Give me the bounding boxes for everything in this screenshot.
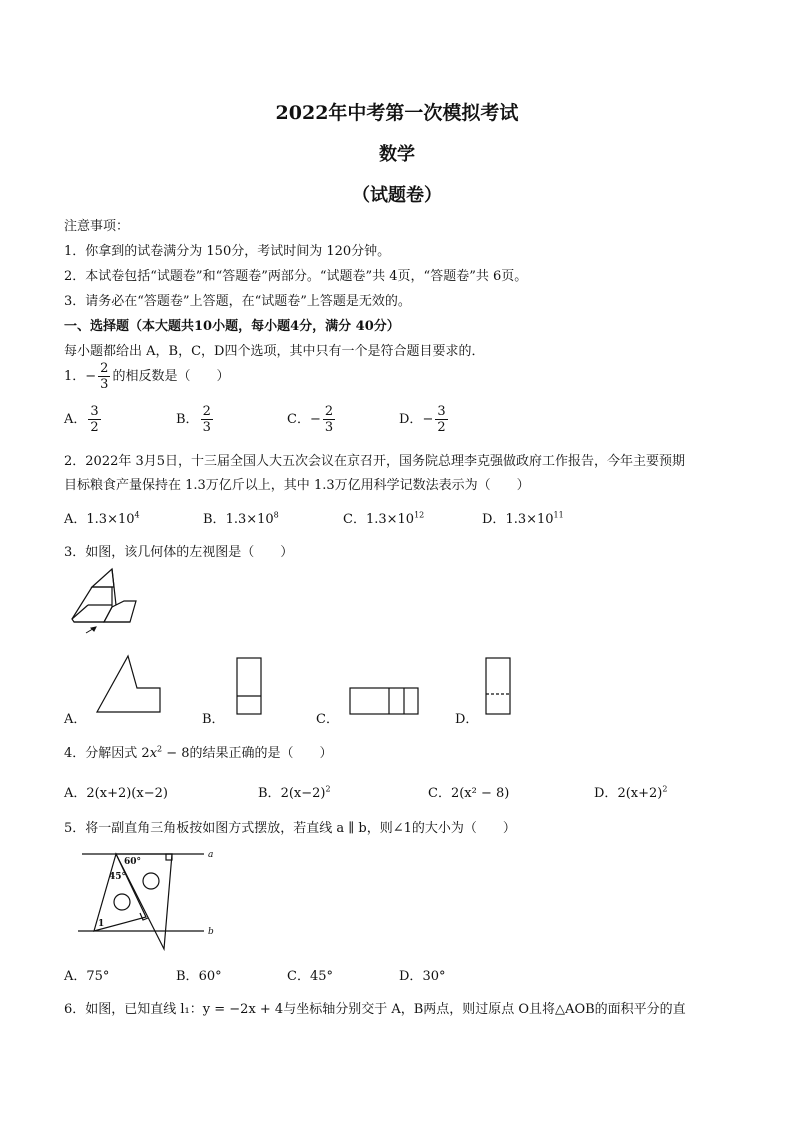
q1-frac-num: 2	[100, 361, 109, 376]
q4-option-c[interactable]	[428, 782, 509, 801]
label-45: 45°	[109, 872, 127, 882]
q5-option-a[interactable]	[64, 965, 109, 984]
option-base: 1.3×10	[225, 512, 274, 527]
option-label: D．	[482, 512, 506, 527]
q3-option-d-figure[interactable]	[484, 656, 514, 716]
exam-title: 2022年中考第一次模拟考试	[275, 102, 519, 124]
option-exp: 4	[134, 510, 140, 520]
q4-text	[64, 742, 333, 761]
option-exp: 2	[662, 784, 668, 794]
option-value: 30°	[422, 969, 446, 984]
option-value: 45°	[309, 969, 333, 984]
notes-heading: 注意事项：	[64, 219, 130, 234]
q5-option-b[interactable]	[176, 965, 222, 984]
q5-option-d[interactable]	[399, 965, 445, 984]
q5-text: 5．将一副直角三角板按如图方式摆放，若直线 a ∥ b，则∠1的大小为（ ）	[64, 821, 516, 836]
q4-option-b[interactable]	[258, 782, 331, 801]
option-den: 3	[324, 420, 334, 435]
option-den: 3	[202, 420, 211, 435]
option-value: 60°	[198, 969, 222, 984]
q4-text-prefix: 4．分解因式 2	[64, 746, 150, 761]
q3-option-b-label[interactable]: B．	[202, 712, 225, 727]
question-1	[64, 362, 229, 391]
q2-option-d[interactable]	[482, 508, 564, 527]
label-a: a	[208, 850, 214, 860]
option-label: A．	[64, 512, 87, 527]
option-exp: 2	[325, 784, 331, 794]
q2-option-c[interactable]	[343, 508, 424, 527]
option-sign: −	[309, 412, 321, 427]
q4-text-suffix: − 8的结果正确的是（ ）	[162, 746, 333, 761]
q3-option-b-figure[interactable]	[235, 656, 265, 716]
paper-title: （试题卷）	[352, 185, 442, 206]
label-b: b	[208, 927, 214, 937]
option-base: 1.3×10	[505, 512, 554, 527]
option-label: C．	[287, 412, 310, 427]
q1-option-a[interactable]	[64, 405, 103, 434]
q1-frac-den: 3	[100, 377, 109, 392]
q4-option-a[interactable]	[64, 782, 168, 801]
option-label: B．	[176, 412, 199, 427]
option-den: 2	[90, 420, 99, 435]
option-expr: 2(x+2)	[617, 786, 663, 801]
q3-solid-figure	[64, 567, 144, 637]
label-60: 60°	[124, 857, 142, 867]
q3-option-a-figure[interactable]	[95, 654, 165, 714]
option-label: A．	[64, 786, 87, 801]
q3-option-c-label[interactable]: C．	[316, 712, 339, 727]
option-num: 2	[324, 404, 334, 419]
option-num: 3	[90, 404, 99, 419]
option-base: 1.3×10	[86, 512, 135, 527]
q4-exp: 2	[157, 744, 163, 754]
q1-option-d[interactable]	[399, 405, 450, 434]
option-label: C．	[287, 969, 310, 984]
option-label: A．	[64, 969, 87, 984]
q3-option-c-figure[interactable]	[348, 686, 422, 716]
option-sign: −	[422, 412, 434, 427]
option-expr: 2(x+2)(x−2)	[86, 786, 168, 801]
section-heading: 一、选择题（本大题共10小题，每小题4分，满分 40分）	[64, 319, 400, 334]
q3-option-a-label[interactable]: A．	[64, 712, 87, 727]
q2-line-2: 目标粮食产量保持在 1.3万亿斤以上，其中 1.3万亿用科学记数法表示为（ ）	[64, 478, 530, 493]
option-base: 1.3×10	[365, 512, 415, 527]
option-label: B．	[203, 512, 226, 527]
option-label: C．	[343, 512, 366, 527]
option-num: 3	[437, 404, 446, 419]
option-den: 2	[437, 420, 446, 435]
note-item-2: 2．本试卷包括“试题卷”和“答题卷”两部分。“试题卷”共 4页，“答题卷”共 6页。	[64, 269, 528, 284]
option-label: C．	[428, 786, 451, 801]
option-num: 2	[202, 404, 211, 419]
option-label: D．	[594, 786, 618, 801]
option-label: B．	[176, 969, 199, 984]
q2-option-b[interactable]	[203, 508, 279, 527]
option-label: D．	[399, 412, 423, 427]
option-exp: 11	[553, 510, 564, 520]
option-exp: 8	[273, 510, 279, 520]
option-expr: 2(x−2)	[280, 786, 326, 801]
q5-triangles-figure	[76, 845, 216, 955]
q2-option-a[interactable]	[64, 508, 140, 527]
q3-option-d-label[interactable]: D．	[455, 712, 479, 727]
option-fraction	[201, 405, 213, 434]
option-exp: 12	[414, 510, 425, 520]
q1-suffix: 的相反数是（ ）	[112, 369, 230, 384]
q2-line-1: 2．2022年 3月5日，十三届全国人大五次会议在京召开，国务院总理李克强做政府工作报告，今年主要预期	[64, 454, 686, 469]
q1-fraction	[98, 362, 110, 391]
subject-title: 数学	[379, 144, 415, 165]
q4-var: x	[149, 746, 158, 761]
option-label: B．	[258, 786, 281, 801]
q3-text: 3．如图，该几何体的左视图是（ ）	[64, 545, 294, 560]
q1-prefix: 1．−	[64, 369, 97, 384]
option-fraction	[88, 405, 100, 434]
note-item-1: 1．你拿到的试卷满分为 150分，考试时间为 120分钟。	[64, 244, 391, 259]
section-instruction: 每小题都给出 A，B，C，D四个选项，其中只有一个是符合题目要求的．	[64, 344, 485, 359]
option-value: 75°	[86, 969, 110, 984]
label-angle-1: 1	[98, 919, 105, 929]
option-label: A．	[64, 412, 87, 427]
option-expr: 2(x² − 8)	[450, 786, 510, 801]
q5-option-c[interactable]	[287, 965, 333, 984]
option-fraction	[323, 405, 335, 434]
option-label: D．	[399, 969, 423, 984]
q1-option-b[interactable]	[176, 405, 215, 434]
triangle-45	[116, 854, 172, 949]
option-fraction	[435, 405, 447, 434]
q1-option-c[interactable]	[287, 405, 337, 434]
q6-text: 6．如图，已知直线 l₁：y = −2x + 4与坐标轴分别交于 A，B两点，则过原点 O且将△AOB的面积平分的直	[64, 1002, 686, 1017]
note-item-3: 3．请务必在“答题卷”上答题，在“试题卷”上答题是无效的。	[64, 294, 411, 309]
q4-option-d[interactable]	[594, 782, 667, 801]
